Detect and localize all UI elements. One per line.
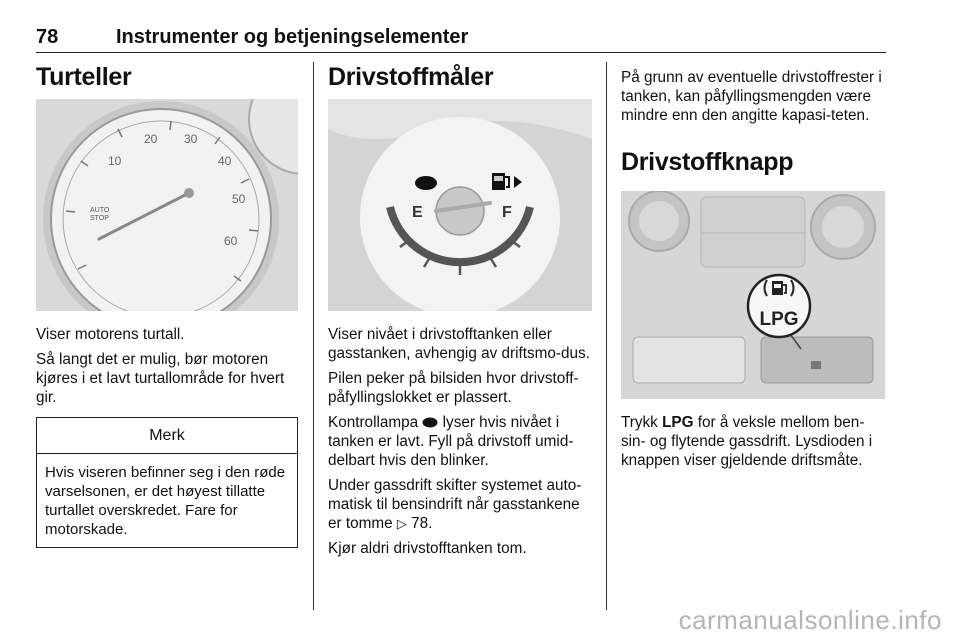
note-text: Hvis viseren befinner seg i den røde varselsonen, er det høyest tillatte turtallet overskredet. Fare for motorskade.	[45, 464, 286, 538]
page-header	[36, 22, 886, 53]
fuel-paragraph-2: Pilen peker på bilsiden hvor drivstoff-påfyllingslokket er plassert.	[328, 370, 579, 406]
p3-text-start: Kontrollampa	[328, 414, 423, 431]
cross-reference-arrow-icon: ▷	[396, 516, 407, 531]
button-text-start: Trykk	[621, 414, 663, 431]
empty-label: E	[412, 204, 423, 221]
fuel-paragraph-1: Viser nivået i drivstofftanken eller gasstanken, avhengig av driftsmo-dus.	[328, 326, 590, 362]
lpg-button-label[interactable]: LPG	[759, 309, 799, 330]
tach-label-60: 60	[224, 234, 238, 248]
tachometer-section	[36, 60, 298, 548]
full-label: F	[502, 204, 512, 221]
fuel-button-section	[621, 60, 887, 476]
chapter-title: Instrumenter og betjeningselementer	[116, 26, 469, 48]
column-divider-1	[313, 62, 314, 610]
lpg-keyword: LPG	[662, 414, 694, 431]
tach-paragraph-2: Så langt det er mulig, bør motoren kjøres i et lavt turtallområde for hvert gir.	[36, 351, 285, 406]
needle-hub	[184, 188, 194, 198]
fuel-button-paragraph	[621, 413, 887, 470]
watermark: carmanualsonline.info	[678, 605, 942, 635]
tachometer-illustration	[36, 99, 298, 311]
column-divider-2	[606, 62, 607, 610]
fuel-paragraph-4	[328, 476, 592, 533]
tach-label-10: 10	[108, 154, 122, 168]
auto-label: AUTO	[90, 207, 110, 214]
tach-label-30: 30	[184, 132, 198, 146]
p4-text-end: 78.	[406, 515, 433, 532]
p4-text-start: Under gassdrift skifter systemet auto-matisk til bensindrift når gasstankene er tomme	[328, 477, 582, 532]
fuel-gauge-section	[328, 60, 592, 564]
fuel-paragraph-5: Kjør aldri drivstofftanken tom.	[328, 540, 527, 557]
fuel-paragraph-3	[328, 413, 592, 470]
tach-label-50: 50	[232, 192, 246, 206]
fuel-gauge-heading: Drivstoffmåler	[328, 63, 494, 91]
tach-label-40: 40	[218, 154, 232, 168]
fuel-button-heading: Drivstoffknapp	[621, 148, 794, 176]
fuel-button-illustration	[621, 191, 885, 399]
p3-text-end: lyser hvis nivået i tanken er lavt. Fyll på drivstoff umid-delbart hvis den blinker.	[328, 414, 574, 469]
stop-label: STOP	[90, 215, 109, 222]
tach-paragraph-1: Viser motorens turtall.	[36, 326, 185, 343]
tach-label-20: 20	[144, 132, 158, 146]
fuel-gauge-illustration	[328, 99, 592, 311]
fuel-warning-lamp-icon	[415, 176, 437, 190]
intro-paragraph: På grunn av eventuelle drivstoffrester i tanken, kan påfyllingsmengden være mindre enn den angitte kapasi-teten.	[621, 69, 882, 124]
fuel-warning-lamp-icon	[422, 417, 438, 428]
button-text-end: for å veksle mellom ben-sin- og flytende gassdrift. Lysdioden i knappen viser gjeldende driftsmåte.	[621, 414, 873, 469]
page-number: 78	[36, 26, 59, 48]
note-title: Merk	[37, 418, 297, 454]
note-box	[36, 417, 298, 548]
tachometer-heading: Turteller	[36, 63, 132, 91]
